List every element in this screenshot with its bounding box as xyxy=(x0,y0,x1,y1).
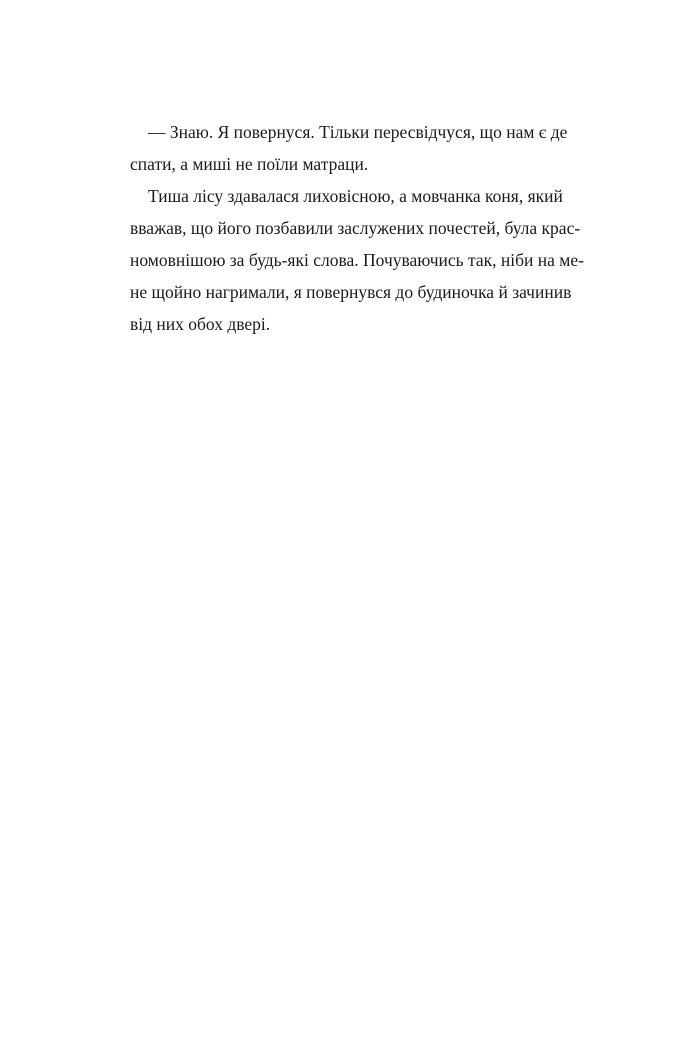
text-line: не щойно нагримали, я повернувся до будиночка й зачинив xyxy=(130,282,572,302)
text-line: спати, а миші не поїли матраци. xyxy=(130,154,369,174)
body-text xyxy=(130,116,584,340)
text-line: — Знаю. Я повернуся. Тільки пересвідчуся, що нам є де xyxy=(148,122,568,142)
text-line: Тиша лісу здавалася лиховісною, а мовчанка коня, який xyxy=(148,186,563,206)
text-line: номовнішою за будь-які слова. Почуваючись так, ніби на ме- xyxy=(130,250,584,270)
paragraph-dialogue xyxy=(130,116,568,180)
paragraph-narration xyxy=(130,180,584,340)
text-line: вважав, що його позбавили заслужених почестей, була крас- xyxy=(130,218,581,238)
text-line: від них обох двері. xyxy=(130,314,271,334)
